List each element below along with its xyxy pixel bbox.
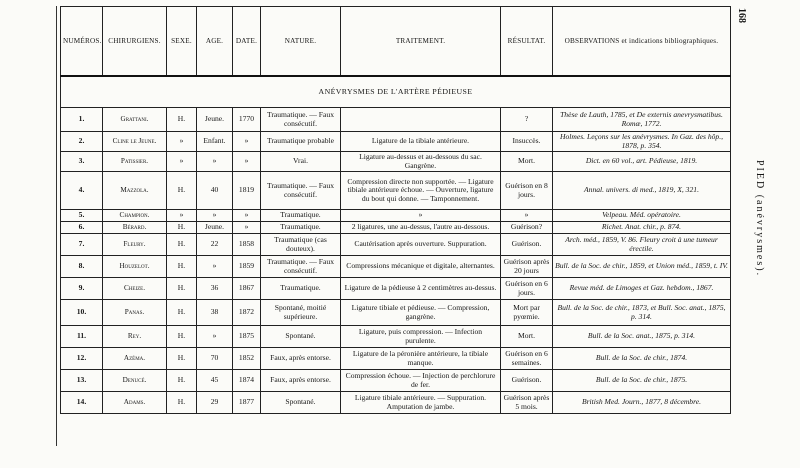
table-row [61,326,731,348]
table-row [61,256,731,278]
age-cell: Jeune. [197,222,233,234]
treatment-cell: Ligature de la péronière antérieure, la tibiale manque. [341,348,501,370]
nature-cell: Spontané, moitié supérieure. [261,300,341,326]
nature-cell: Traumatique. — Faux consécutif. [261,256,341,278]
treatment-cell: Cautérisation après ouverture. Suppuration. [341,234,501,256]
sex-cell: H. [167,300,197,326]
header-sexe: SEXE. [167,7,197,77]
observations-cell: Bull. de la Soc. de chir., 1859, et Union méd., 1859, t. IV. [553,256,731,278]
result-cell: Guérison. [501,370,553,392]
treatment-cell: Ligature, puis compression. — Infection purulente. [341,326,501,348]
nature-cell: Spontané. [261,326,341,348]
result-cell: Mort. [501,152,553,172]
result-cell: Guérison après 5 mois. [501,392,553,414]
header-observations: OBSERVATIONS et indications bibliographiques. [553,7,731,77]
observations-cell: Dict. en 60 vol., art. Pédieuse, 1819. [553,152,731,172]
table-row [61,210,731,222]
observations-cell: Bull. de la Soc. anat., 1875, p. 314. [553,326,731,348]
row-number: 11. [61,326,103,348]
date-cell: 1859 [233,256,261,278]
table-row [61,234,731,256]
treatment-cell: Compressions mécanique et digitale, alternantes. [341,256,501,278]
nature-cell: Vrai. [261,152,341,172]
sex-cell: » [167,132,197,152]
age-cell: » [197,256,233,278]
date-cell: 1770 [233,108,261,132]
date-cell: 1858 [233,234,261,256]
date-cell: 1852 [233,348,261,370]
sex-cell: H. [167,234,197,256]
observations-cell: Arch. méd., 1859, V. 86. Fleury croit à une tumeur érectile. [553,234,731,256]
row-number: 13. [61,370,103,392]
table-row [61,222,731,234]
row-number: 4. [61,172,103,210]
surgeon-name: Cline le Jeune. [103,132,167,152]
age-cell: 22 [197,234,233,256]
surgeon-name: Rey. [103,326,167,348]
date-cell: 1875 [233,326,261,348]
table-row [61,348,731,370]
table-row [61,152,731,172]
surgeon-name: Fleury. [103,234,167,256]
table-row [61,392,731,414]
surgeon-name: Champion. [103,210,167,222]
header-age: AGE. [197,7,233,77]
result-cell: Insuccès. [501,132,553,152]
nature-cell: Traumatique (cas douteux). [261,234,341,256]
result-cell: » [501,210,553,222]
table-row [61,278,731,300]
age-cell: » [197,326,233,348]
row-number: 1. [61,108,103,132]
header-traitement: TRAITEMENT. [341,7,501,77]
observations-cell: British Med. Journ., 1877, 8 décembre. [553,392,731,414]
header-date: DATE. [233,7,261,77]
nature-cell: Traumatique. — Faux consécutif. [261,172,341,210]
observations-cell: Richet. Anat. chir., p. 874. [553,222,731,234]
observations-cell: Holmes. Leçons sur les anévrysmes. In Gaz. des hôp., 1878, p. 354. [553,132,731,152]
table-row [61,108,731,132]
result-cell: Guérison en 8 jours. [501,172,553,210]
age-cell: 45 [197,370,233,392]
sex-cell: H. [167,392,197,414]
surgeon-name: Bérard. [103,222,167,234]
date-cell: 1867 [233,278,261,300]
nature-cell: Traumatique probable [261,132,341,152]
observations-cell: Velpeau. Méd. opératoire. [553,210,731,222]
observations-cell: Annal. univers. di med., 1819, X, 321. [553,172,731,210]
table-row [61,172,731,210]
sex-cell: H. [167,326,197,348]
result-cell: Guérison? [501,222,553,234]
date-cell: » [233,152,261,172]
treatment-cell [341,108,501,132]
table-row [61,132,731,152]
age-cell: Enfant. [197,132,233,152]
row-number: 7. [61,234,103,256]
treatment-cell: Compression directe non supportée. — Ligature tibiale antérieure échoue. — Ouverture, ligature du bout qui donne. — Tamponnement. [341,172,501,210]
page-gutter-line [56,6,57,446]
sex-cell: H. [167,108,197,132]
surgeon-name: Houzelot. [103,256,167,278]
result-cell: Guérison en 6 semaines. [501,348,553,370]
treatment-cell: Compression échoue. — Injection de perchlorure de fer. [341,370,501,392]
age-cell: » [197,210,233,222]
observations-cell: Revue méd. de Limoges et Gaz. hebdom., 1867. [553,278,731,300]
table-row [61,370,731,392]
result-cell: Guérison. [501,234,553,256]
aneurysm-table [60,6,731,414]
table-row [61,300,731,326]
result-cell: Mort. [501,326,553,348]
date-cell: 1874 [233,370,261,392]
nature-cell: Spontané. [261,392,341,414]
age-cell: 36 [197,278,233,300]
date-cell: » [233,132,261,152]
observations-cell: Bull. de la Soc. de chir., 1875. [553,370,731,392]
row-number: 8. [61,256,103,278]
age-cell: 70 [197,348,233,370]
treatment-cell: 2 ligatures, une au-dessus, l'autre au-dessous. [341,222,501,234]
observations-cell: Thèse de Lauth, 1785, et De externis anevrysmatibus. Romæ, 1772. [553,108,731,132]
section-row [61,76,731,108]
sex-cell: » [167,210,197,222]
age-cell: 29 [197,392,233,414]
row-number: 10. [61,300,103,326]
nature-cell: Faux, après entorse. [261,348,341,370]
date-cell: » [233,222,261,234]
row-number: 6. [61,222,103,234]
date-cell: 1872 [233,300,261,326]
row-number: 14. [61,392,103,414]
nature-cell: Faux, après entorse. [261,370,341,392]
date-cell: 1819 [233,172,261,210]
result-cell: Mort par pyœmie. [501,300,553,326]
date-cell: 1877 [233,392,261,414]
row-number: 5. [61,210,103,222]
nature-cell: Traumatique. [261,278,341,300]
result-cell: ? [501,108,553,132]
sex-cell: H. [167,370,197,392]
sex-cell: H. [167,256,197,278]
nature-cell: Traumatique. — Faux consécutif. [261,108,341,132]
treatment-cell: » [341,210,501,222]
surgeon-name: Panas. [103,300,167,326]
age-cell: Jeune. [197,108,233,132]
sex-cell: H. [167,348,197,370]
treatment-cell: Ligature tibiale et pédieuse. — Compression, gangrène. [341,300,501,326]
age-cell: » [197,152,233,172]
treatment-cell: Ligature au-dessus et au-dessous du sac. Gangrène. [341,152,501,172]
nature-cell: Traumatique. [261,210,341,222]
nature-cell: Traumatique. [261,222,341,234]
treatment-cell: Ligature de la tibiale antérieure. [341,132,501,152]
surgeon-name: Cheize. [103,278,167,300]
sex-cell: » [167,152,197,172]
surgeon-name: Mazzola. [103,172,167,210]
running-title: PIED (anévrysmes). [754,160,765,278]
date-cell: » [233,210,261,222]
header-numeros: NUMÉROS. [61,7,103,77]
result-cell: Guérison en 6 jours. [501,278,553,300]
table-header-row [61,7,731,77]
header-chirurgiens: CHIRURGIENS. [103,7,167,77]
sex-cell: H. [167,278,197,300]
observations-cell: Bull. de la Soc. de chir., 1874. [553,348,731,370]
header-resultat: RÉSULTAT. [501,7,553,77]
row-number: 9. [61,278,103,300]
surgeon-name: Adams. [103,392,167,414]
age-cell: 38 [197,300,233,326]
header-nature: NATURE. [261,7,341,77]
observations-cell: Bull. de la Soc. de chir., 1873, et Bull. Soc. anat., 1875, p. 314. [553,300,731,326]
treatment-cell: Ligature de la pédieuse à 2 centimètres au-dessus. [341,278,501,300]
surgeon-name: Azéma. [103,348,167,370]
row-number: 3. [61,152,103,172]
row-number: 2. [61,132,103,152]
page-number: 168 [736,8,747,23]
treatment-cell: Ligature tibiale antérieure. — Suppuration. Amputation de jambe. [341,392,501,414]
surgeon-name: Denucé. [103,370,167,392]
age-cell: 40 [197,172,233,210]
section-title: ANÉVRYSMES DE L'ARTÈRE PÉDIEUSE [61,76,731,108]
sex-cell: H. [167,222,197,234]
row-number: 12. [61,348,103,370]
surgeon-name: Grattani. [103,108,167,132]
sex-cell: H. [167,172,197,210]
result-cell: Guérison après 20 jours [501,256,553,278]
surgeon-name: Patissier. [103,152,167,172]
